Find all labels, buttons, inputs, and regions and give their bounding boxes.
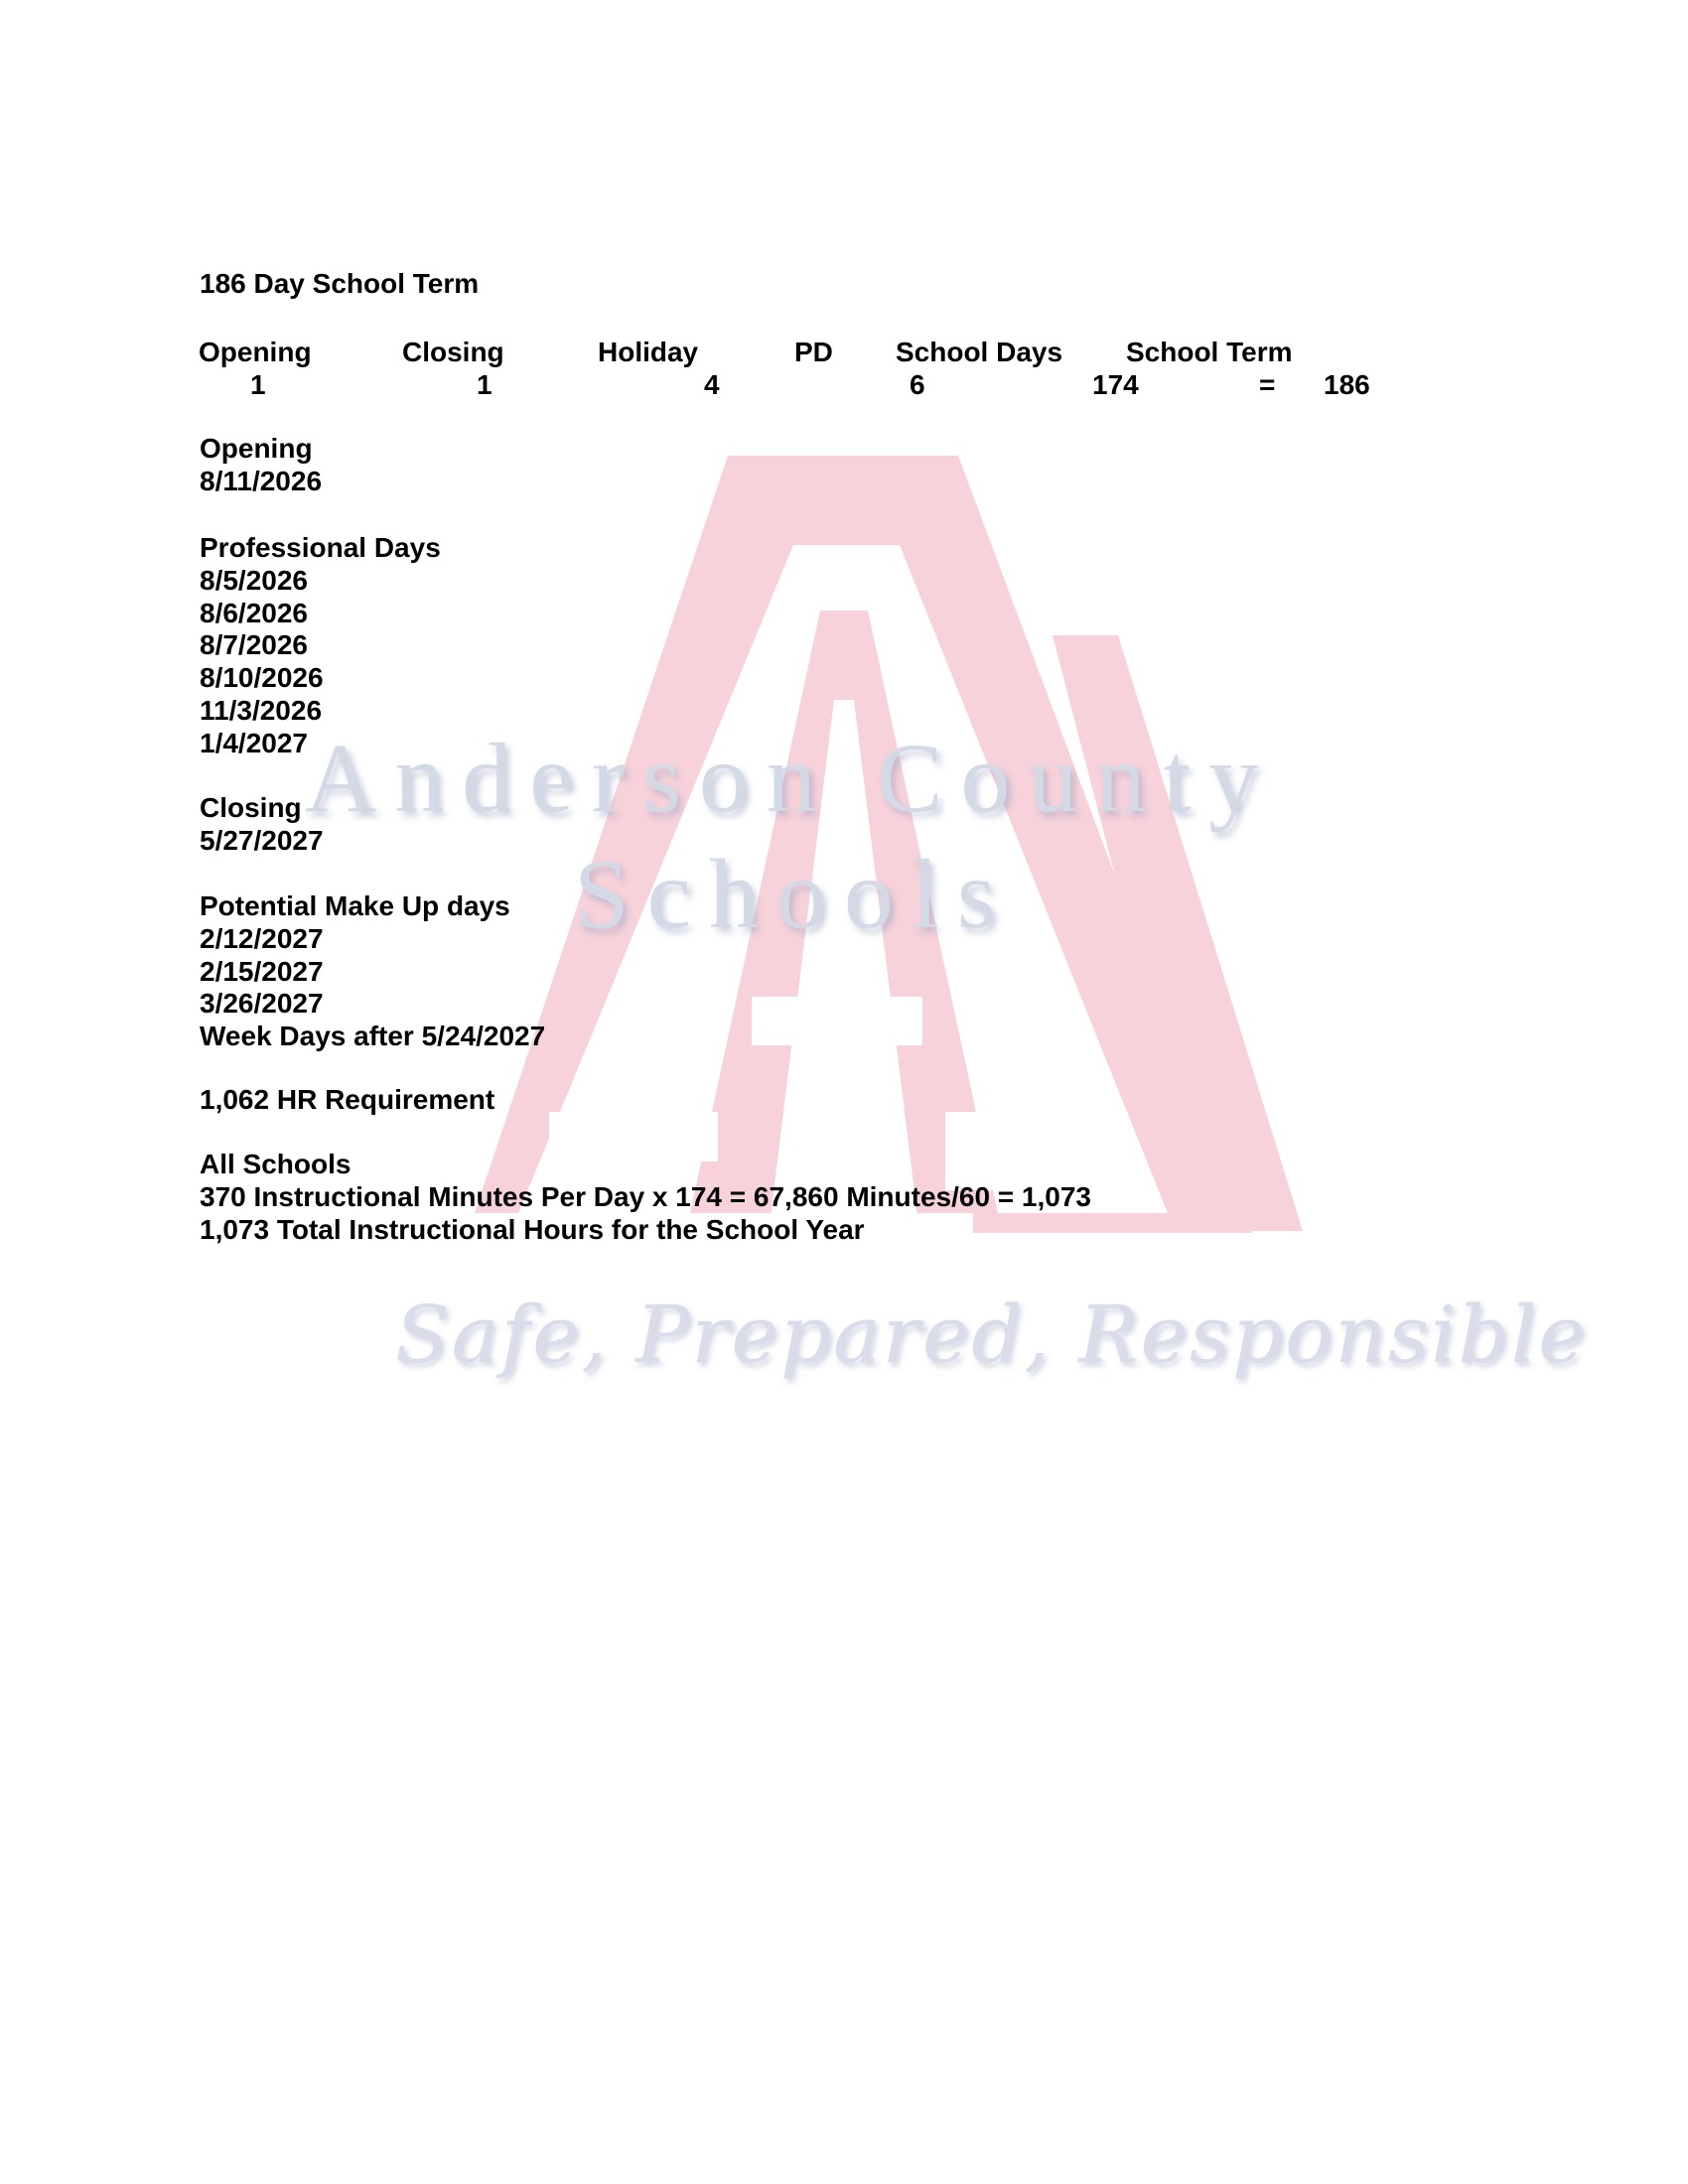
instructional-minutes-line: 370 Instructional Minutes Per Day x 174 = 67,860 Minutes/60 = 1,073 [200,1180,1091,1212]
section-heading: Opening [200,433,313,464]
date-line: 8/5/2026 [200,564,308,596]
page-title: 186 Day School Term [200,268,480,299]
date-line: 8/11/2026 [200,465,323,496]
date-line: Week Days after 5/24/2027 [200,1021,546,1052]
all-schools-section [200,1149,1091,1246]
section-heading: Closing [200,792,302,823]
date-line: 8/10/2026 [200,662,324,694]
summary-header-holiday: Holiday [598,337,699,367]
summary-value-pd: 6 [910,369,925,400]
date-line: 11/3/2026 [200,694,323,726]
section-heading: Professional Days [200,532,441,563]
summary-value-holiday: 4 [704,369,720,400]
date-line: 2/12/2027 [200,922,324,954]
date-line: 8/6/2026 [200,597,308,628]
date-line: 3/26/2027 [200,988,324,1020]
summary-header-school-days: School Days [896,337,1063,367]
section-heading: Potential Make Up days [200,890,510,921]
summary-header-closing: Closing [402,337,504,367]
watermark-schools-text: Schools [574,839,1014,949]
summary-value-closing: 1 [477,369,492,400]
date-line: 1/4/2027 [200,727,308,758]
summary-value-school-term: 186 [1324,369,1370,400]
summary-equals-sign: = [1259,369,1276,400]
summary-header-opening: Opening [199,337,312,367]
date-line: 5/27/2027 [200,824,324,856]
summary-header-pd: PD [794,337,833,367]
date-line: 2/15/2027 [200,955,324,987]
summary-header-school-term: School Term [1126,337,1293,367]
watermark-anderson-county-text: Anderson County [305,723,1277,833]
hr-requirement-section [200,1084,494,1117]
instructional-hours-line: 1,073 Total Instructional Hours for the School Year [200,1213,865,1245]
makeup-days-section [200,890,545,1053]
logo-crossbar-window-center [752,997,922,1045]
section-heading: 1,062 HR Requirement [200,1084,495,1115]
section-heading: All Schools [200,1149,352,1179]
professional-days-section [200,532,441,760]
opening-section [200,433,322,498]
summary-value-school-days: 174 [1092,369,1139,400]
watermark-motto-text: Safe, Prepared, Responsible [395,1289,1588,1381]
date-line: 8/7/2026 [200,629,308,661]
closing-section [200,792,324,858]
summary-value-opening: 1 [250,369,266,400]
